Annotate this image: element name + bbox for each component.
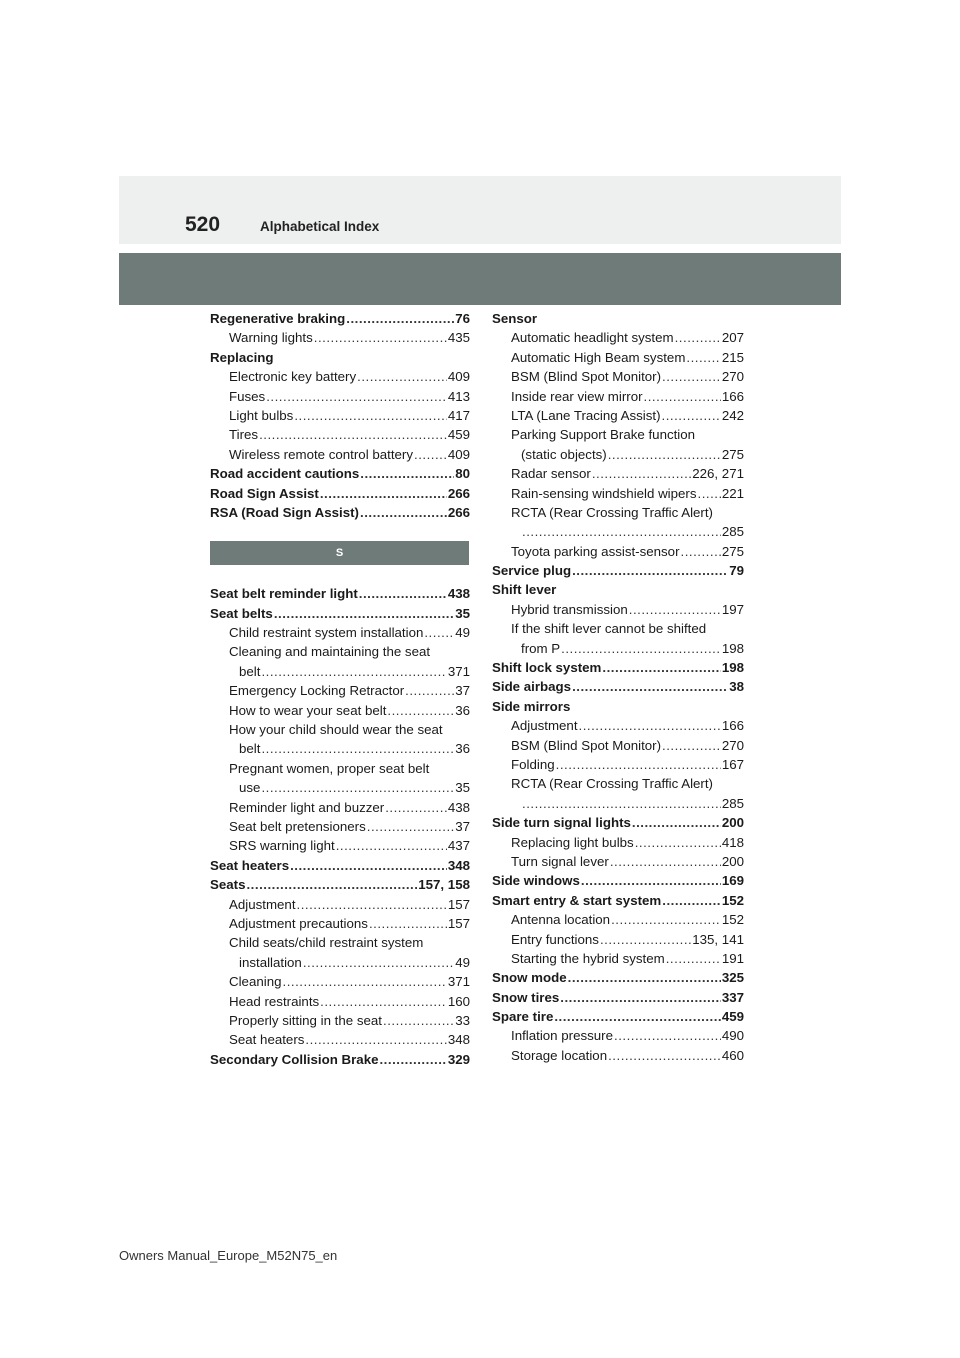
index-entry-page: 437 (447, 838, 470, 854)
index-entry-page: 242 (721, 407, 744, 423)
index-entry-page: 215 (721, 349, 744, 365)
index-entry-page: 435 (447, 330, 470, 346)
index-entry-page: 35 (455, 605, 470, 621)
index-entry-label: Wireless remote control battery (229, 446, 414, 462)
index-entry (492, 445, 744, 464)
index-entry (492, 503, 744, 522)
index-group-s-continued (492, 309, 744, 1065)
dot-leader (560, 988, 721, 1007)
index-entry (492, 833, 744, 852)
index-entry-label: Seats (210, 877, 246, 893)
index-entry-label: BSM (Blind Spot Monitor) (511, 369, 662, 385)
index-entry-page: 152 (721, 892, 744, 908)
index-entry (210, 739, 470, 758)
index-entry (210, 953, 470, 972)
index-entry (492, 561, 744, 580)
index-entry-label: Side turn signal lights (492, 815, 631, 831)
dot-leader (320, 992, 447, 1011)
index-entry-page: 275 (721, 446, 744, 462)
index-entry-label: How to wear your seat belt (229, 702, 387, 718)
index-entry-label: Cleaning and maintaining the seat (229, 644, 431, 660)
index-entry (492, 542, 744, 561)
index-entry (492, 658, 744, 677)
index-entry-page: 459 (721, 1009, 744, 1025)
index-entry (210, 406, 470, 425)
index-entry-page: 270 (721, 369, 744, 385)
dot-leader (414, 445, 447, 464)
dot-leader (290, 856, 447, 875)
index-entry-page: 490 (721, 1028, 744, 1044)
dot-leader (572, 561, 728, 580)
index-entry (210, 367, 470, 386)
index-entry (210, 933, 470, 952)
dot-leader (662, 736, 721, 755)
index-entry-label: Toyota parking assist-sensor (511, 543, 680, 559)
dot-leader (405, 681, 454, 700)
index-entry (210, 584, 470, 603)
index-entry-label: Inflation pressure (511, 1028, 613, 1044)
dot-leader (632, 813, 721, 832)
index-entry-page: 285 (721, 795, 744, 811)
dot-leader (662, 367, 721, 386)
index-entry (210, 992, 470, 1011)
index-entry-label: RSA (Road Sign Assist) (210, 504, 359, 520)
index-entry-page: 36 (455, 702, 470, 718)
index-entry-page: 38 (729, 679, 744, 695)
index-entry-page: 348 (447, 857, 470, 873)
index-entry (492, 774, 744, 793)
dot-leader (629, 600, 721, 619)
index-entry-page: 418 (721, 834, 744, 850)
index-entry-label: Pregnant women, proper seat belt (229, 760, 430, 776)
index-entry-page: 371 (447, 663, 470, 679)
index-entry (210, 836, 470, 855)
index-entry (492, 367, 744, 386)
dot-leader (662, 406, 721, 425)
index-entry-label: Shift lock system (492, 660, 602, 676)
index-entry-label: Seat belt reminder light (210, 586, 358, 602)
dot-leader (283, 972, 447, 991)
index-entry-label: Seat belt pretensioners (229, 818, 366, 834)
index-entry-label: Starting the hybrid system (511, 950, 665, 966)
dot-leader (579, 716, 721, 735)
index-entry-page: 76 (455, 311, 470, 326)
dot-leader (266, 387, 447, 406)
index-entry (492, 949, 744, 968)
index-entry-label: Tires (229, 427, 259, 443)
index-entry (492, 891, 744, 910)
index-entry (492, 794, 744, 813)
index-entry (210, 445, 470, 464)
dot-leader (346, 309, 454, 328)
index-entry-label: Warning lights (229, 330, 313, 346)
dot-leader (320, 484, 447, 503)
index-entry-page: 417 (447, 407, 470, 423)
dot-leader (568, 968, 721, 987)
index-entry-label: Parking Support Brake function (511, 427, 696, 443)
index-entry (210, 503, 470, 522)
index-entry (492, 328, 744, 347)
index-entry (210, 309, 470, 328)
letter-divider-s: S (210, 541, 469, 565)
dot-leader (294, 406, 446, 425)
index-entry-label: Head restraints (229, 993, 320, 1009)
index-entry (210, 387, 470, 406)
index-entry-page: 329 (447, 1051, 470, 1067)
index-entry-page: 438 (447, 799, 470, 815)
index-entry-label: Shift lever (492, 582, 557, 598)
dot-leader (600, 930, 691, 949)
dot-leader (379, 1050, 446, 1069)
index-entry (210, 895, 470, 914)
index-entry-page: 270 (721, 737, 744, 753)
index-entry-page: 49 (455, 625, 470, 641)
dot-leader (336, 836, 447, 855)
index-entry-label: Inside rear view mirror (511, 388, 643, 404)
index-entry-label: RCTA (Rear Crossing Traffic Alert) (511, 504, 713, 520)
index-entry-label: Seat belts (210, 605, 273, 621)
index-entry-page: 198 (721, 640, 744, 656)
index-entry-label: Adjustment (229, 896, 296, 912)
index-entry-label: Service plug (492, 563, 572, 579)
index-entry-label: Automatic High Beam system (511, 349, 686, 365)
index-entry-page: 80 (455, 466, 470, 482)
index-entry-page: 167 (721, 756, 744, 772)
dot-leader (297, 895, 447, 914)
index-entry-page: 413 (447, 388, 470, 404)
index-entry-label: Reminder light and buzzer (229, 799, 385, 815)
index-column-left (210, 309, 470, 1069)
index-entry-page: 157 (447, 915, 470, 931)
header-band (119, 176, 841, 244)
index-entry-label: Replacing light bulbs (511, 834, 634, 850)
index-entry (210, 914, 470, 933)
index-entry-page: 221 (721, 485, 744, 501)
index-entry-label: If the shift lever cannot be shifted (511, 621, 707, 637)
index-entry-label: installation (239, 954, 302, 970)
index-entry-page: 37 (455, 818, 470, 834)
index-entry-page: 191 (721, 950, 744, 966)
index-entry-label: Cleaning (229, 974, 282, 990)
index-entry (210, 701, 470, 720)
index-entry (492, 309, 744, 328)
index-entry (210, 972, 470, 991)
dot-leader (357, 367, 447, 386)
index-entry-label: Smart entry & start system (492, 892, 662, 908)
index-entry-label: Secondary Collision Brake (210, 1051, 379, 1067)
dot-leader (644, 387, 721, 406)
index-entry-label: Regenerative braking (210, 311, 346, 326)
index-entry-label: Hybrid transmission (511, 601, 628, 617)
index-entry-label: Light bulbs (229, 407, 294, 423)
index-entry (210, 798, 470, 817)
index-entry (492, 716, 744, 735)
index-entry (210, 623, 470, 642)
index-entry-label: Rain-sensing windshield wipers (511, 485, 697, 501)
index-entry-page: 266 (447, 504, 470, 520)
index-entry (492, 1046, 744, 1065)
index-entry (492, 813, 744, 832)
dot-leader (385, 798, 447, 817)
index-entry (492, 930, 744, 949)
dot-leader (383, 1011, 454, 1030)
footer-document-id: Owners Manual_Europe_M52N75_en (119, 1248, 338, 1263)
index-entry-label: Spare tire (492, 1009, 554, 1025)
index-column-right (492, 309, 744, 1065)
index-entry (492, 425, 744, 444)
dot-leader (608, 445, 721, 464)
index-entry (210, 778, 470, 797)
index-entry (492, 387, 744, 406)
index-entry-label: LTA (Lane Tracing Assist) (511, 407, 661, 423)
dot-leader (610, 852, 721, 871)
index-entry-label: Sensor (492, 311, 538, 326)
index-entry-label: Folding (511, 756, 555, 772)
index-entry (210, 856, 470, 875)
dot-leader (662, 891, 721, 910)
index-entry (492, 910, 744, 929)
index-entry-label: SRS warning light (229, 838, 335, 854)
index-entry (210, 1030, 470, 1049)
index-entry (492, 348, 744, 367)
index-entry (210, 484, 470, 503)
index-entry-label: Emergency Locking Retractor (229, 683, 405, 699)
index-entry-label: RCTA (Rear Crossing Traffic Alert) (511, 776, 713, 792)
dot-leader (608, 1046, 721, 1065)
dot-leader (522, 522, 721, 541)
index-entry-label: Side windows (492, 873, 580, 889)
index-entry (210, 328, 470, 347)
index-entry-page: 409 (447, 369, 470, 385)
dot-leader (360, 464, 454, 483)
index-entry-page: 79 (729, 563, 744, 579)
index-entry-page: 285 (721, 524, 744, 540)
index-entry-label: Seat heaters (210, 857, 290, 873)
index-entry-label: Antenna location (511, 912, 611, 928)
index-entry-label: Electronic key battery (229, 369, 357, 385)
dot-leader (303, 953, 454, 972)
index-entry (492, 988, 744, 1007)
index-entry (210, 662, 470, 681)
index-entry-page: 166 (721, 718, 744, 734)
index-entry-label: Turn signal lever (511, 853, 609, 869)
index-entry-label: Adjustment precautions (229, 915, 368, 931)
index-entry (492, 484, 744, 503)
index-entry-label: Entry functions (511, 931, 599, 947)
index-entry (210, 875, 470, 894)
index-entry (492, 852, 744, 871)
dot-leader (602, 658, 720, 677)
index-entry-label: Road Sign Assist (210, 485, 319, 501)
index-entry (210, 1050, 470, 1069)
index-entry-page: 409 (447, 446, 470, 462)
index-entry-page: 169 (721, 873, 744, 889)
index-entry (492, 871, 744, 890)
index-entry (210, 681, 470, 700)
index-entry-page: 275 (721, 543, 744, 559)
dot-leader (367, 817, 454, 836)
index-entry-page: 152 (721, 912, 744, 928)
dot-leader (387, 701, 454, 720)
index-entry-label: Seat heaters (229, 1032, 305, 1048)
index-entry (492, 619, 744, 638)
index-entry-label: Storage location (511, 1047, 608, 1063)
dot-leader (635, 833, 721, 852)
index-entry (492, 639, 744, 658)
index-entry-page: 37 (455, 683, 470, 699)
dot-leader (556, 755, 721, 774)
index-group-r (210, 309, 470, 522)
index-entry-page: 371 (447, 974, 470, 990)
header-dark-band (119, 253, 841, 305)
index-entry-page: 207 (721, 330, 744, 346)
index-entry-label: Road accident cautions (210, 466, 360, 482)
index-entry-page: 166 (721, 388, 744, 404)
index-entry-label: Side mirrors (492, 698, 571, 714)
index-entry-page: 198 (721, 660, 744, 676)
dot-leader (522, 794, 721, 813)
index-entry-page: 36 (455, 741, 470, 757)
index-entry-label: Automatic headlight system (511, 330, 674, 346)
index-entry-page: 226, 271 (692, 466, 744, 482)
index-entry-label: (static objects) (521, 446, 607, 462)
index-entry-label: Radar sensor (511, 466, 591, 482)
index-entry (492, 736, 744, 755)
index-entry (210, 720, 470, 739)
index-entry (492, 600, 744, 619)
dot-leader (359, 584, 447, 603)
index-entry-label: Side airbags (492, 679, 572, 695)
dot-leader (698, 484, 721, 503)
dot-leader (592, 464, 691, 483)
index-entry-page: 200 (721, 815, 744, 831)
index-entry (210, 604, 470, 623)
dot-leader (614, 1026, 721, 1045)
dot-leader (274, 604, 454, 623)
page-number: 520 (185, 213, 221, 236)
index-entry (492, 1007, 744, 1026)
index-entry (492, 464, 744, 483)
index-entry-page: 459 (447, 427, 470, 443)
index-entry-page: 157 (447, 896, 470, 912)
index-entry-label: belt (239, 741, 261, 757)
index-entry (210, 1011, 470, 1030)
index-entry-label: Fuses (229, 388, 266, 404)
index-entry (210, 759, 470, 778)
dot-leader (369, 914, 447, 933)
index-entry-page: 160 (447, 993, 470, 1009)
dot-leader (261, 778, 454, 797)
index-entry (210, 817, 470, 836)
dot-leader (611, 910, 721, 929)
index-entry-page: 33 (455, 1012, 470, 1028)
index-entry-page: 460 (721, 1047, 744, 1063)
dot-leader (572, 677, 728, 696)
index-entry-label: Snow mode (492, 970, 567, 986)
index-entry (492, 755, 744, 774)
index-entry (210, 642, 470, 661)
section-title: Alphabetical Index (260, 219, 380, 234)
index-entry (492, 406, 744, 425)
index-entry-page: 35 (455, 780, 470, 796)
index-entry (492, 580, 744, 599)
index-entry-label: from P (521, 640, 561, 656)
index-entry (492, 968, 744, 987)
dot-leader (681, 542, 721, 561)
index-entry-label: How your child should wear the seat (229, 722, 443, 738)
dot-leader (581, 871, 721, 890)
dot-leader (554, 1007, 720, 1026)
index-entry (492, 677, 744, 696)
index-entry-label: use (239, 780, 261, 796)
index-entry-page: 200 (721, 853, 744, 869)
dot-leader (261, 662, 446, 681)
dot-leader (686, 348, 720, 367)
dot-leader (675, 328, 721, 347)
dot-leader (666, 949, 721, 968)
index-entry-label: Child seats/child restraint system (229, 935, 424, 951)
dot-leader (259, 425, 447, 444)
index-entry-page: 266 (447, 485, 470, 501)
index-entry-page: 197 (721, 601, 744, 617)
index-entry-page: 337 (721, 989, 744, 1005)
dot-leader (561, 639, 721, 658)
index-entry (210, 464, 470, 483)
index-entry-page: 49 (455, 954, 470, 970)
dot-leader (246, 875, 417, 894)
dot-leader (360, 503, 447, 522)
index-entry (492, 1026, 744, 1045)
dot-leader (261, 739, 454, 758)
index-entry-label: Snow tires (492, 989, 560, 1005)
index-entry-label: Properly sitting in the seat (229, 1012, 382, 1028)
index-entry-label: belt (239, 663, 261, 679)
index-entry (210, 425, 470, 444)
index-entry-label: Child restraint system installation (229, 625, 424, 641)
index-entry-page: 325 (721, 970, 744, 986)
index-entry-page: 348 (447, 1032, 470, 1048)
index-entry-page: 157, 158 (418, 877, 470, 893)
index-entry (492, 697, 744, 716)
index-entry-page: 135, 141 (692, 931, 744, 947)
index-entry-label: Adjustment (511, 718, 578, 734)
index-entry-label: BSM (Blind Spot Monitor) (511, 737, 662, 753)
index-entry (210, 348, 470, 367)
dot-leader (305, 1030, 446, 1049)
index-entry-page: 438 (447, 586, 470, 602)
index-group-s (210, 584, 470, 1069)
dot-leader (314, 328, 447, 347)
index-entry (492, 522, 744, 541)
index-entry-label: Replacing (210, 349, 274, 365)
dot-leader (424, 623, 454, 642)
